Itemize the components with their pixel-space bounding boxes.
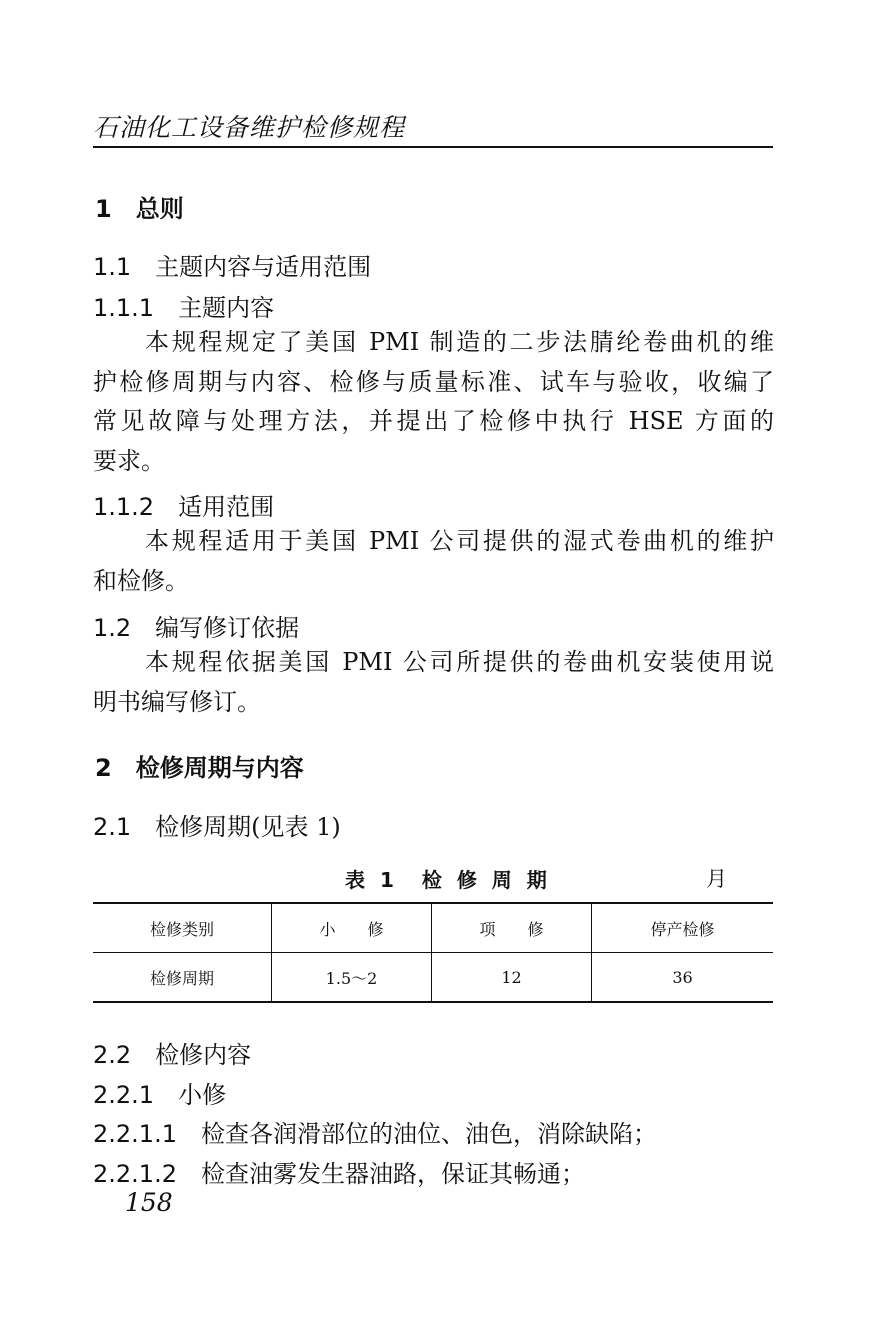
item-2-2-1-2 (93, 1154, 585, 1189)
section-title: 适用范围 (178, 493, 275, 521)
paragraph-line: 明书编写修订。 (93, 687, 261, 716)
section-title: 检修周期(见表 1) (155, 813, 341, 841)
section-title: 检修内容 (155, 1041, 252, 1069)
section-2-1-heading (93, 807, 341, 842)
paragraph-line: 常见故障与处理方法，并提出了检修中执行 HSE 方面的 (93, 407, 774, 435)
table-unit: 月 (706, 867, 727, 891)
table-header-cell: 小 修 (272, 903, 432, 953)
page-number: 158 (125, 1188, 173, 1217)
table-header-cell: 检修类别 (93, 903, 272, 953)
table-cell: 1.5～2 (272, 953, 432, 1003)
section-number: 1.1.1 (93, 294, 155, 322)
section-1-2-heading (93, 608, 299, 643)
section-1-1-2-heading (93, 487, 274, 522)
section-number: 2.1 (93, 813, 132, 841)
section-title: 编写修订依据 (155, 614, 300, 642)
section-2-heading (95, 748, 304, 783)
table-row (93, 953, 773, 1003)
section-number: 1.1 (93, 253, 132, 281)
table-header-cell: 停产检修 (592, 903, 774, 953)
maintenance-period-table (93, 902, 773, 1003)
section-title: 主题内容与适用范围 (155, 253, 372, 281)
section-number: 1.1.2 (93, 493, 155, 521)
table-title: 表 1 检 修 周 期 (345, 868, 551, 892)
paragraph-line: 本规程适用于美国 PMI 公司提供的湿式卷曲机的维护 (145, 527, 774, 555)
section-number: 1.2 (93, 614, 132, 642)
table-cell: 36 (592, 953, 774, 1003)
section-2-2-heading (93, 1035, 251, 1070)
section-1-heading (95, 189, 184, 224)
paragraph-line: 本规程依据美国 PMI 公司所提供的卷曲机安装使用说 (145, 648, 774, 676)
item-text: 检查油雾发生器油路，保证其畅通； (200, 1160, 585, 1188)
section-number: 2.2.1 (93, 1081, 155, 1109)
item-2-2-1-1 (93, 1114, 657, 1149)
section-title: 总则 (135, 195, 184, 223)
paragraph-line: 护检修周期与内容、检修与质量标准、试车与验收，收编了 (93, 367, 774, 396)
table-cell: 12 (432, 953, 592, 1003)
header-rule (93, 146, 773, 148)
section-number: 1 (95, 195, 112, 223)
section-2-2-1-heading (93, 1075, 226, 1110)
section-1-1-1-heading (93, 288, 274, 323)
section-title: 检修周期与内容 (135, 754, 304, 782)
item-number: 2.2.1.1 (93, 1120, 177, 1148)
paragraph-line: 和检修。 (93, 566, 189, 595)
section-1-1-heading (93, 247, 371, 282)
table-header-row (93, 903, 773, 953)
running-header: 石油化工设备维护检修规程 (93, 113, 406, 142)
item-number: 2.2.1.2 (93, 1160, 177, 1188)
paragraph-line: 本规程规定了美国 PMI 制造的二步法腈纶卷曲机的维 (145, 328, 774, 356)
section-title: 小修 (178, 1081, 227, 1109)
section-number: 2 (95, 754, 112, 782)
item-text: 检查各润滑部位的油位、油色，消除缺陷； (200, 1120, 657, 1148)
paragraph-1-2 (93, 643, 774, 722)
paragraph-1-1-1 (93, 323, 774, 481)
paragraph-line: 要求。 (93, 446, 165, 475)
table-cell: 检修周期 (149, 968, 214, 988)
table-header-cell: 项 修 (432, 903, 592, 953)
section-title: 主题内容 (178, 294, 275, 322)
section-number: 2.2 (93, 1041, 132, 1069)
paragraph-1-1-2 (93, 522, 774, 601)
